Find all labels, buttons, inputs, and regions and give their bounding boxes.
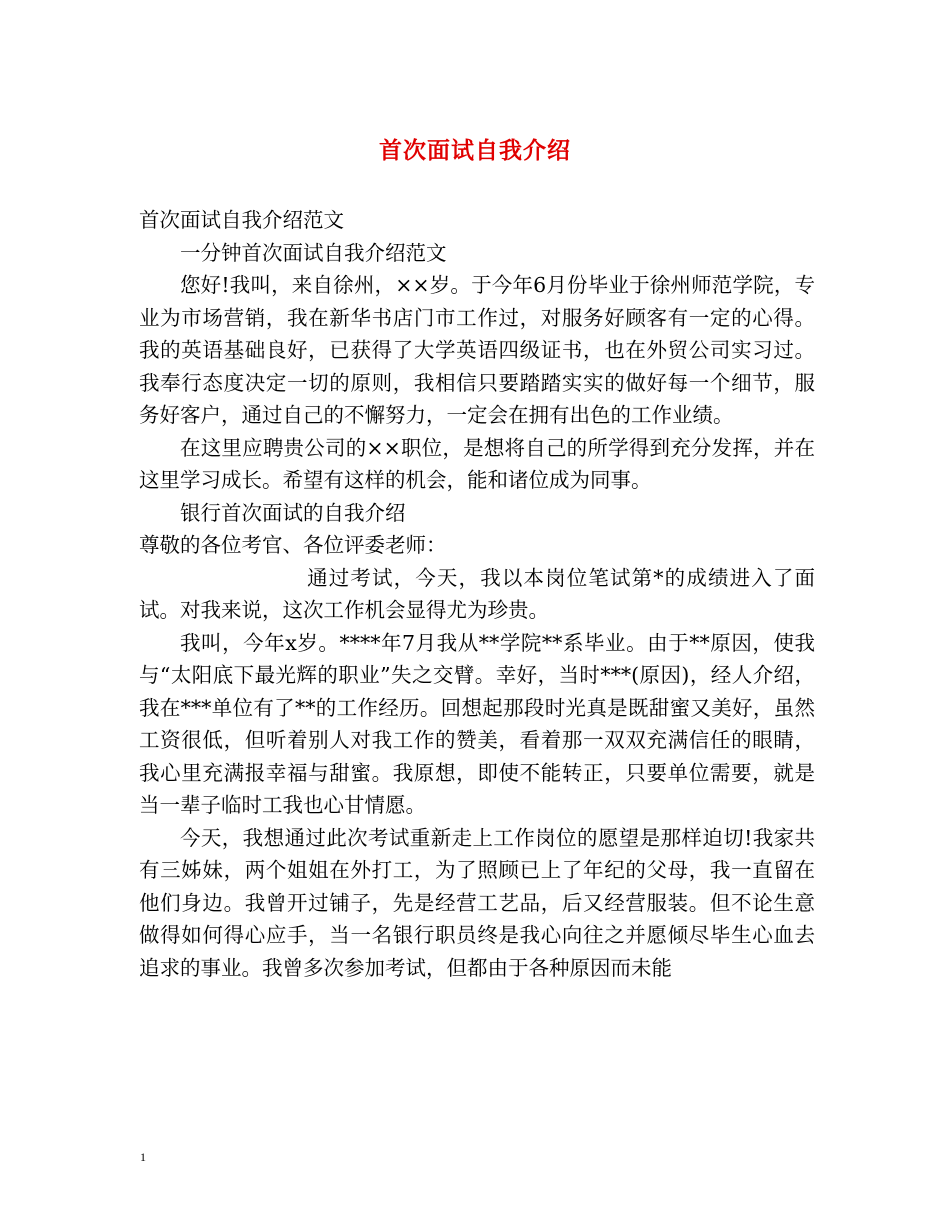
- document-body: [139, 204, 815, 984]
- paragraph: 首次面试自我介绍范文: [139, 208, 344, 232]
- paragraph: 我叫，今年x岁。****年7月我从**学院**系毕业。由于**原因，使我与“太阳底下最光辉的职业”失之交臂。幸好，当时***(原因)，经人介绍，我在***单位有了**的工作经历。回想起那段时光真是既甜蜜又美好，虽然工资很低，但听着别人对我工作的赞美，看着那一双双充满信任的眼睛，我心里充满报幸福与甜蜜。我原想，即使不能转正，只要单位需要，就是当一辈子临时工我也心甘情愿。: [139, 630, 815, 817]
- paragraph: 今天，我想通过此次考试重新走上工作岗位的愿望是那样迫切!我家共有三姊妹，两个姐姐在外打工，为了照顾已上了年纪的父母，我一直留在他们身边。我曾开过铺子，先是经营工艺品，后又经营服装。但不论生意做得如何得心应手，当一名银行职员终是我心向往之并愿倾尽毕生心血去追求的事业。我曾多次参加考试，但都由于各种原因而未能: [139, 825, 815, 980]
- document-title: 首次面试自我介绍: [379, 137, 571, 164]
- page-number: 1: [140, 1150, 146, 1164]
- paragraph: 在这里应聘贵公司的××职位，是想将自己的所学得到充分发挥，并在这里学习成长。希望有这样的机会，能和诸位成为同事。: [139, 435, 815, 492]
- paragraph: 您好!我叫，来自徐州，××岁。于今年6月份毕业于徐州师范学院，专业为市场营销，我在新华书店门市工作过，对服务好顾客有一定的心得。我的英语基础良好，已获得了大学英语四级证书，也在外贸公司实习过。我奉行态度决定一切的原则，我相信只要踏踏实实的做好每一个细节，服务好客户，通过自己的不懈努力，一定会在拥有出色的工作业绩。: [139, 273, 815, 427]
- paragraph: 尊敬的各位考官、各位评委老师：: [139, 533, 447, 557]
- paragraph: 银行首次面试的自我介绍: [180, 500, 406, 525]
- paragraph: 一分钟首次面试自我介绍范文: [180, 240, 447, 265]
- paragraph: 通过考试，今天，我以本岗位笔试第*的成绩进入了面试。对我来说，这次工作机会显得尤为珍贵。: [139, 565, 815, 622]
